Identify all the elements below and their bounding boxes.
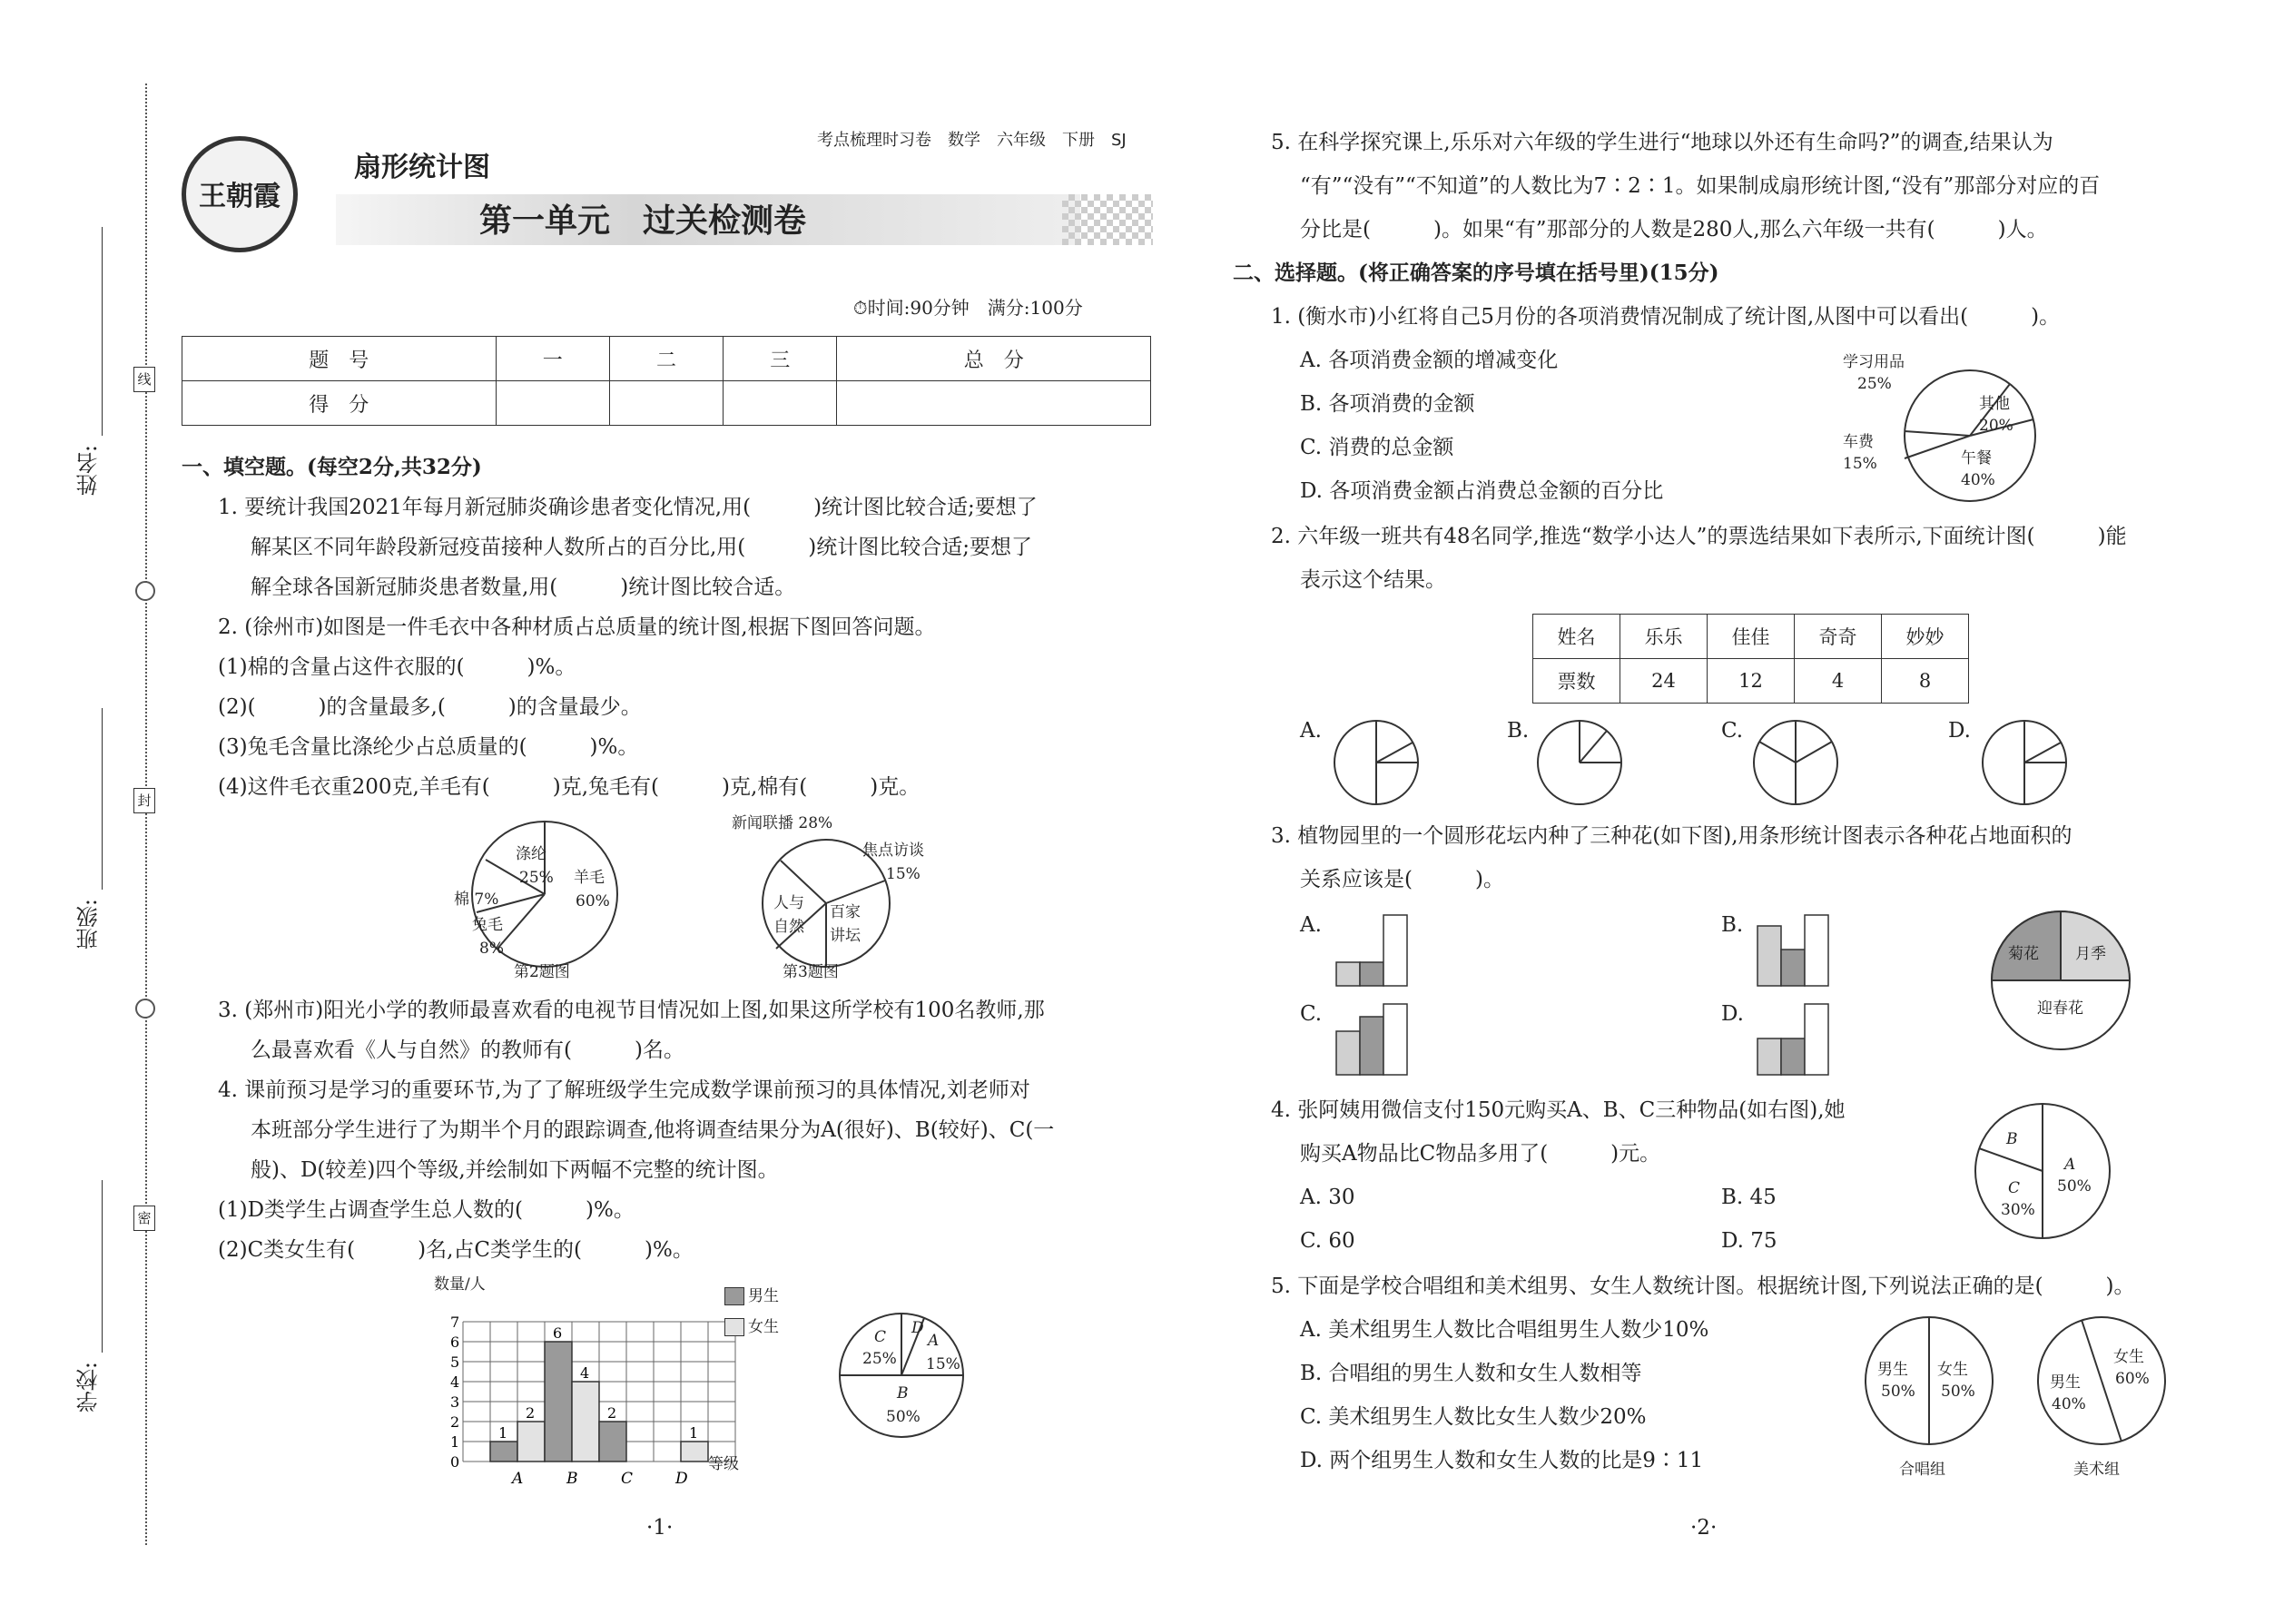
bar-D-1 bbox=[681, 1442, 708, 1462]
time-text: 时间:90分钟 满分:100分 bbox=[867, 297, 1083, 319]
fill-q5-line2: “有”“没有”“不知道”的人数比为7∶2∶1。如果制成扇形统计图,“没有”那部分对应的百 bbox=[1300, 174, 2101, 198]
bar-data-label: 2 bbox=[526, 1404, 536, 1422]
art-label: 女生 bbox=[2113, 1348, 2144, 1366]
pie4-label: 25% bbox=[862, 1350, 897, 1368]
pie3-label: 人与 bbox=[773, 894, 804, 912]
votes-header-cell: 妙妙 bbox=[1882, 615, 1969, 659]
c3-bars-a bbox=[1331, 908, 1422, 989]
pie4-label: D bbox=[911, 1319, 924, 1337]
q4-line2: 本班部分学生进行了为期半个月的跟踪调查,他将调查结果分为A(很好)、B(较好)、C(一 bbox=[251, 1118, 1055, 1142]
seal-mark-line: 线 bbox=[133, 367, 155, 392]
x-tick-label: A bbox=[512, 1470, 524, 1488]
c1-pie-label: 其他 bbox=[1979, 395, 2010, 413]
c2-option-c: C. bbox=[1721, 719, 1744, 743]
pie3-label: 讲坛 bbox=[830, 927, 861, 945]
votes-header-cell: 乐乐 bbox=[1620, 615, 1708, 659]
choice-q3-line2: 关系应该是( )。 bbox=[1300, 868, 1504, 891]
art-label: 男生 bbox=[2050, 1373, 2081, 1392]
bar-data-label: 4 bbox=[580, 1364, 590, 1382]
votes-header-cell: 姓名 bbox=[1533, 615, 1620, 659]
section1-heading: 一、填空题。(每空2分,共32分) bbox=[182, 455, 482, 479]
legend-girls: 女生 bbox=[748, 1318, 779, 1336]
c2-pie-b bbox=[1534, 717, 1625, 808]
q2-part4: (4)这件毛衣重200克,羊毛有( )克,兔毛有( )克,棉有( )克。 bbox=[218, 775, 921, 799]
votes-cell: 票数 bbox=[1533, 659, 1620, 704]
bar-data-label: 6 bbox=[553, 1324, 563, 1342]
bar-xlabel: 等级 bbox=[708, 1455, 739, 1473]
section2-heading: 二、选择题。(将正确答案的序号填在括号里)(15分) bbox=[1233, 261, 1719, 285]
c2-pie-c bbox=[1750, 717, 1841, 808]
score-row-label: 得 分 bbox=[182, 381, 497, 426]
c2-option-b: B. bbox=[1507, 719, 1530, 743]
pie4-label: C bbox=[874, 1328, 887, 1346]
bar-data-label: 2 bbox=[607, 1404, 617, 1422]
q4-part2: (2)C类女生有( )名,占C类学生的( )%。 bbox=[218, 1238, 694, 1262]
pie4-label: 15% bbox=[926, 1355, 960, 1373]
x-tick-label: D bbox=[675, 1470, 688, 1488]
y-tick-label: 3 bbox=[450, 1393, 460, 1411]
bar-A-0 bbox=[490, 1442, 517, 1462]
x-tick-label: B bbox=[566, 1470, 578, 1488]
choice-q4-line1: 4. 张阿姨用微信支付150元购买A、B、C三种物品(如右图),她 bbox=[1271, 1098, 1846, 1122]
y-tick-label: 6 bbox=[450, 1334, 460, 1351]
y-tick-label: 4 bbox=[450, 1373, 460, 1391]
choice-q1-option-c: C. 消费的总金额 bbox=[1300, 436, 1454, 459]
bar-data-label: 1 bbox=[498, 1424, 508, 1442]
c3-option-b: B. bbox=[1721, 913, 1744, 937]
choice-q2-line2: 表示这个结果。 bbox=[1300, 568, 1446, 592]
pie2-label: 涤纶 bbox=[516, 845, 546, 863]
flower-label: 菊花 bbox=[2008, 945, 2039, 963]
c3-bars-c bbox=[1331, 997, 1422, 1078]
page-number-left: ·1· bbox=[646, 1516, 674, 1540]
votes-table bbox=[1532, 614, 1969, 704]
c3-option-a: A. bbox=[1300, 913, 1322, 937]
q2-intro: 2. (徐州市)如图是一件毛衣中各种材质占总质量的统计图,根据下图回答问题。 bbox=[218, 615, 936, 639]
pie3-label: 15% bbox=[886, 865, 921, 883]
bar-A-1 bbox=[517, 1422, 545, 1462]
bar-C-0 bbox=[599, 1422, 626, 1462]
choice-q1-option-b: B. 各项消费的金额 bbox=[1300, 392, 1475, 416]
pie2-label: 兔毛 bbox=[472, 916, 503, 934]
pie3-label: 百家 bbox=[830, 903, 861, 921]
c4-pie-label: 30% bbox=[2001, 1201, 2035, 1219]
bar-data-label: 1 bbox=[689, 1424, 699, 1442]
hole-icon-1 bbox=[135, 581, 155, 601]
pie-chart-c4 bbox=[1970, 1098, 2115, 1244]
choice-q4-option-c: C. 60 bbox=[1300, 1229, 1355, 1253]
legend-swatch-boys bbox=[724, 1287, 744, 1305]
votes-cell: 8 bbox=[1882, 659, 1969, 704]
c3-option-c: C. bbox=[1300, 1002, 1323, 1026]
bar-ylabel: 数量/人 bbox=[434, 1275, 486, 1294]
legend-swatch-girls bbox=[724, 1318, 744, 1336]
q4-part1: (1)D类学生占调查学生总人数的( )%。 bbox=[218, 1198, 635, 1222]
flower-label: 月季 bbox=[2075, 945, 2106, 963]
c1-pie-label: 车费 bbox=[1843, 433, 1874, 451]
c3-bars-d bbox=[1752, 997, 1843, 1078]
score-input-cell[interactable] bbox=[724, 381, 837, 426]
y-tick-label: 5 bbox=[450, 1353, 460, 1371]
score-header-cell: 二 bbox=[609, 337, 723, 381]
choice-q5-option-a: A. 美术组男生人数比合唱组男生人数少10% bbox=[1300, 1318, 1709, 1342]
q1-line3: 解全球各国新冠肺炎患者数量,用( )统计图比较合适。 bbox=[251, 576, 796, 599]
score-table bbox=[182, 336, 1151, 426]
art-label: 60% bbox=[2115, 1370, 2150, 1388]
q1-line1: 1. 要统计我国2021年每月新冠肺炎确诊患者变化情况,用( )统计图比较合适;要想了 bbox=[218, 496, 1038, 519]
pie4-label: A bbox=[928, 1332, 940, 1350]
choir-label: 男生 bbox=[1877, 1361, 1908, 1379]
dotted-cut-line bbox=[145, 84, 147, 1545]
votes-cell: 12 bbox=[1708, 659, 1795, 704]
page-title: 第一单元 过关检测卷 bbox=[479, 202, 807, 240]
votes-header-cell: 奇奇 bbox=[1795, 615, 1882, 659]
y-tick-label: 7 bbox=[450, 1314, 460, 1331]
c1-pie-label: 15% bbox=[1843, 455, 1877, 473]
choice-q5-option-c: C. 美术组男生人数比女生人数少20% bbox=[1300, 1405, 1647, 1429]
score-header-cell: 总 分 bbox=[837, 337, 1151, 381]
fill-q5-line3: 分比是( )。如果“有”那部分的人数是280人,那么六年级一共有( )人。 bbox=[1300, 218, 2048, 241]
y-tick-label: 0 bbox=[450, 1453, 460, 1471]
pie2-label: 60% bbox=[576, 892, 610, 910]
brand-text: 王朝霞 bbox=[199, 181, 281, 212]
class-label: 班级: bbox=[76, 899, 102, 950]
votes-cell: 4 bbox=[1795, 659, 1882, 704]
c3-option-d: D. bbox=[1721, 1002, 1744, 1026]
c3-bars-b bbox=[1752, 908, 1843, 989]
pie2-caption: 第2题图 bbox=[514, 963, 570, 981]
brand-logo bbox=[182, 136, 298, 252]
c1-pie-label: 40% bbox=[1961, 471, 1995, 489]
pie2-label: 羊毛 bbox=[574, 869, 605, 887]
series-info: 考点梳理时习卷 数学 六年级 下册 SJ bbox=[817, 131, 1127, 150]
c1-pie-label: 学习用品 bbox=[1843, 353, 1905, 371]
x-tick-label: C bbox=[621, 1470, 634, 1488]
choice-q1-option-a: A. 各项消费金额的增减变化 bbox=[1300, 349, 1559, 372]
score-input-cell[interactable] bbox=[609, 381, 723, 426]
score-header-cell: 三 bbox=[724, 337, 837, 381]
q3-line1: 3. (郑州市)阳光小学的教师最喜欢看的电视节目情况如上图,如果这所学校有100名教师,那 bbox=[218, 999, 1045, 1022]
votes-cell: 24 bbox=[1620, 659, 1708, 704]
q2-part1: (1)棉的含量占这件衣服的( )%。 bbox=[218, 655, 576, 679]
choir-label: 50% bbox=[1881, 1383, 1915, 1401]
seal-mark-seal: 封 bbox=[133, 788, 155, 813]
class-underline bbox=[102, 708, 103, 890]
bar-B-0 bbox=[545, 1342, 572, 1462]
choice-q4-line2: 购买A物品比C物品多用了( )元。 bbox=[1300, 1142, 1661, 1166]
score-header-cell: 题 号 bbox=[182, 337, 497, 381]
c2-pie-d bbox=[1979, 717, 2070, 808]
c1-pie-label: 25% bbox=[1857, 375, 1892, 393]
choice-q1-option-d: D. 各项消费金额占消费总金额的百分比 bbox=[1300, 479, 1664, 503]
c2-option-d: D. bbox=[1948, 719, 1971, 743]
choir-caption: 合唱组 bbox=[1899, 1461, 1945, 1479]
name-label: 姓名: bbox=[76, 445, 102, 497]
pie3-label: 焦点访谈 bbox=[862, 842, 924, 860]
art-label: 40% bbox=[2052, 1395, 2086, 1413]
score-input-cell[interactable] bbox=[496, 381, 609, 426]
choice-q5-option-d: D. 两个组男生人数和女生人数的比是9∶11 bbox=[1300, 1449, 1704, 1472]
y-tick-label: 2 bbox=[450, 1413, 460, 1431]
banner-checker bbox=[1062, 194, 1153, 245]
choice-q5-option-b: B. 合唱组的男生人数和女生人数相等 bbox=[1300, 1362, 1642, 1385]
c1-pie-label: 午餐 bbox=[1961, 449, 1992, 468]
topic-title: 扇形统计图 bbox=[354, 152, 490, 183]
choir-label: 50% bbox=[1941, 1383, 1975, 1401]
art-caption: 美术组 bbox=[2073, 1461, 2120, 1479]
q4-line3: 般)、D(较差)四个等级,并绘制如下两幅不完整的统计图。 bbox=[251, 1158, 779, 1182]
q2-part2: (2)( )的含量最多,( )的含量最少。 bbox=[218, 695, 642, 719]
c4-pie-label: C bbox=[2008, 1179, 2021, 1197]
bar-B-1 bbox=[572, 1382, 599, 1462]
score-header-cell: 一 bbox=[496, 337, 609, 381]
q2-part3: (3)兔毛含量比涤纶少占总质量的( )%。 bbox=[218, 735, 639, 759]
choice-q3-line1: 3. 植物园里的一个圆形花坛内种了三种花(如下图),用条形统计图表示各种花占地面积的 bbox=[1271, 824, 2072, 848]
q1-line2: 解某区不同年龄段新冠疫苗接种人数所占的百分比,用( )统计图比较合适;要想了 bbox=[251, 536, 1033, 559]
pie3-label: 新闻联播 28% bbox=[732, 814, 833, 832]
q4-line1: 4. 课前预习是学习的重要环节,为了了解班级学生完成数学课前预习的具体情况,刘老师对 bbox=[218, 1078, 1030, 1102]
pie3-caption: 第3题图 bbox=[783, 963, 839, 981]
page-number-right: ·2· bbox=[1690, 1516, 1718, 1540]
c4-pie-label: 50% bbox=[2057, 1177, 2092, 1196]
choice-q1: 1. (衡水市)小红将自己5月份的各项消费情况制成了统计图,从图中可以看出( )。 bbox=[1271, 305, 2061, 329]
pie2-label: 8% bbox=[479, 940, 504, 958]
seal-mark-secret: 密 bbox=[133, 1206, 155, 1231]
name-underline bbox=[102, 227, 103, 436]
pie2-label: 25% bbox=[519, 869, 554, 887]
pie4-label: B bbox=[897, 1384, 909, 1403]
c2-option-a: A. bbox=[1300, 719, 1322, 743]
hole-icon-2 bbox=[135, 999, 155, 1019]
pie3-label: 自然 bbox=[773, 918, 804, 936]
c1-pie-label: 20% bbox=[1979, 417, 2013, 435]
y-tick-label: 1 bbox=[450, 1433, 460, 1451]
pie4-label: 50% bbox=[886, 1408, 921, 1426]
choice-q5: 5. 下面是学校合唱组和美术组男、女生人数统计图。根据统计图,下列说法正确的是( )。 bbox=[1271, 1275, 2135, 1298]
school-label: 学校: bbox=[76, 1362, 102, 1413]
choice-q2-line1: 2. 六年级一班共有48名同学,推选“数学小达人”的票选结果如下表所示,下面统计图( )能 bbox=[1271, 525, 2127, 548]
legend-boys: 男生 bbox=[748, 1287, 779, 1305]
choice-q4-option-d: D. 75 bbox=[1721, 1229, 1777, 1253]
clock-icon: ⏱ bbox=[853, 297, 868, 319]
c2-pie-a bbox=[1331, 717, 1422, 808]
school-underline bbox=[102, 1180, 103, 1353]
flower-label: 迎春花 bbox=[2037, 999, 2083, 1018]
c4-pie-label: A bbox=[2064, 1156, 2076, 1174]
fill-q5-line1: 5. 在科学探究课上,乐乐对六年级的学生进行“地球以外还有生命吗?”的调查,结果认为 bbox=[1271, 131, 2053, 154]
score-input-cell[interactable] bbox=[837, 381, 1151, 426]
q3-line2: 么最喜欢看《人与自然》的教师有( )名。 bbox=[251, 1038, 684, 1062]
time-info bbox=[853, 294, 1083, 321]
choir-label: 女生 bbox=[1937, 1361, 1968, 1379]
pie2-label: 棉 7% bbox=[454, 891, 499, 909]
c4-pie-label: B bbox=[2006, 1130, 2018, 1148]
flower-bed-pie bbox=[1988, 908, 2133, 1053]
choice-q4-option-b: B. 45 bbox=[1721, 1186, 1777, 1209]
votes-header-cell: 佳佳 bbox=[1708, 615, 1795, 659]
choice-q4-option-a: A. 30 bbox=[1300, 1186, 1355, 1209]
